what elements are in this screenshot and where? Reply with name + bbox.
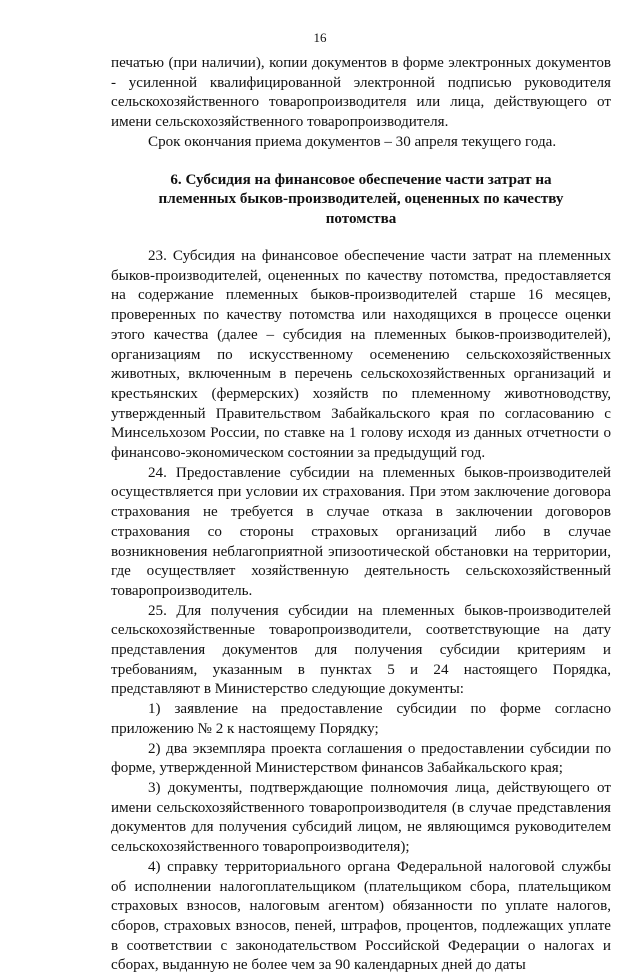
document-body bbox=[111, 54, 611, 976]
subitem-2: 2) два экземпляра проекта соглашения о предоставлении субсидии по форме, утвержденной Министерством финансов Забайкальского края; bbox=[111, 740, 611, 777]
subitem-3: 3) документы, подтверждающие полномочия лица, действующего от имени сельскохозяйственного товаропроизводителя (в случае представления документов для получения субсидий лицом, не являющимся руководителем сельскохозяйственного товаропроизводителя); bbox=[111, 780, 611, 856]
paragraph-continuation: печатью (при наличии), копии документов в форме электронных документов - усиленной квалифицированной электронной подписью руководителя сельскохозяйственного товаропроизводителя или лица, действующего от имени сельскохозяйственного товаропроизводителя. bbox=[111, 55, 611, 131]
section-heading: 6. Субсидия на финансовое обеспечение части затрат на племенных быков-производителей, оцененных по качеству потомства bbox=[158, 171, 564, 227]
paragraph-deadline: Срок окончания приема документов – 30 апреля текущего года. bbox=[148, 133, 557, 150]
subitem-4: 4) справку территориального органа Федеральной налоговой службы об исполнении налогоплательщиком (плательщиком сбора, плательщиком страховых взносов, налоговым агентом) обязанности по уплате налогов, сборов, страховых взносов, пеней, штрафов, процентов, подлежащих уплате в соответствии с законодательством Российской Федерации о налогах и сборах, выданную не более чем за 90 календарных дней до даты bbox=[111, 858, 611, 974]
item-23: 23. Субсидия на финансовое обеспечение части затрат на племенных быков-производителей, оцененных по качеству потомства, предоставляется на содержание племенных быков-производителей старше 16 месяцев, проверенных по качеству потомства или находящихся в процессе оценки этого качества (далее – субсидия на племенных быков-производителей), организациям по искусственному осеменению сельскохозяйственных животных, включенным в перечень сельскохозяйственных организаций и крестьянских (фермерских) хозяйств по племенному животноводству, утвержденный Правительством Забайкальского края по согласованию с Минсельхозом России, по ставке на 1 голову исходя из данных отчетности о финансово-экономическом состоянии за предыдущий год. bbox=[111, 248, 611, 462]
page-number: 16 bbox=[313, 30, 327, 45]
item-25: 25. Для получения субсидии на племенных быков-производителей сельскохозяйственные товаропроизводители, соответствующие на дату представления документов для получения субсидии критериям и требованиям, указанным в пунктах 5 и 24 настоящего Порядка, представляют в Министерство следующие документы: bbox=[111, 602, 611, 698]
subitem-1: 1) заявление на предоставление субсидии по форме согласно приложению № 2 к настоящему Порядку; bbox=[111, 701, 611, 737]
item-24: 24. Предоставление субсидии на племенных быков-производителей осуществляется при условии их страхования. При этом заключение договора страхования не требуется в случае отказа в заключении договоров страхования со стороны страховых организаций либо в случае возникновения неблагоприятной эпизоотической обстановки на территории, где осуществляет хозяйственную деятельность сельскохозяйственный товаропроизводитель. bbox=[111, 464, 611, 599]
